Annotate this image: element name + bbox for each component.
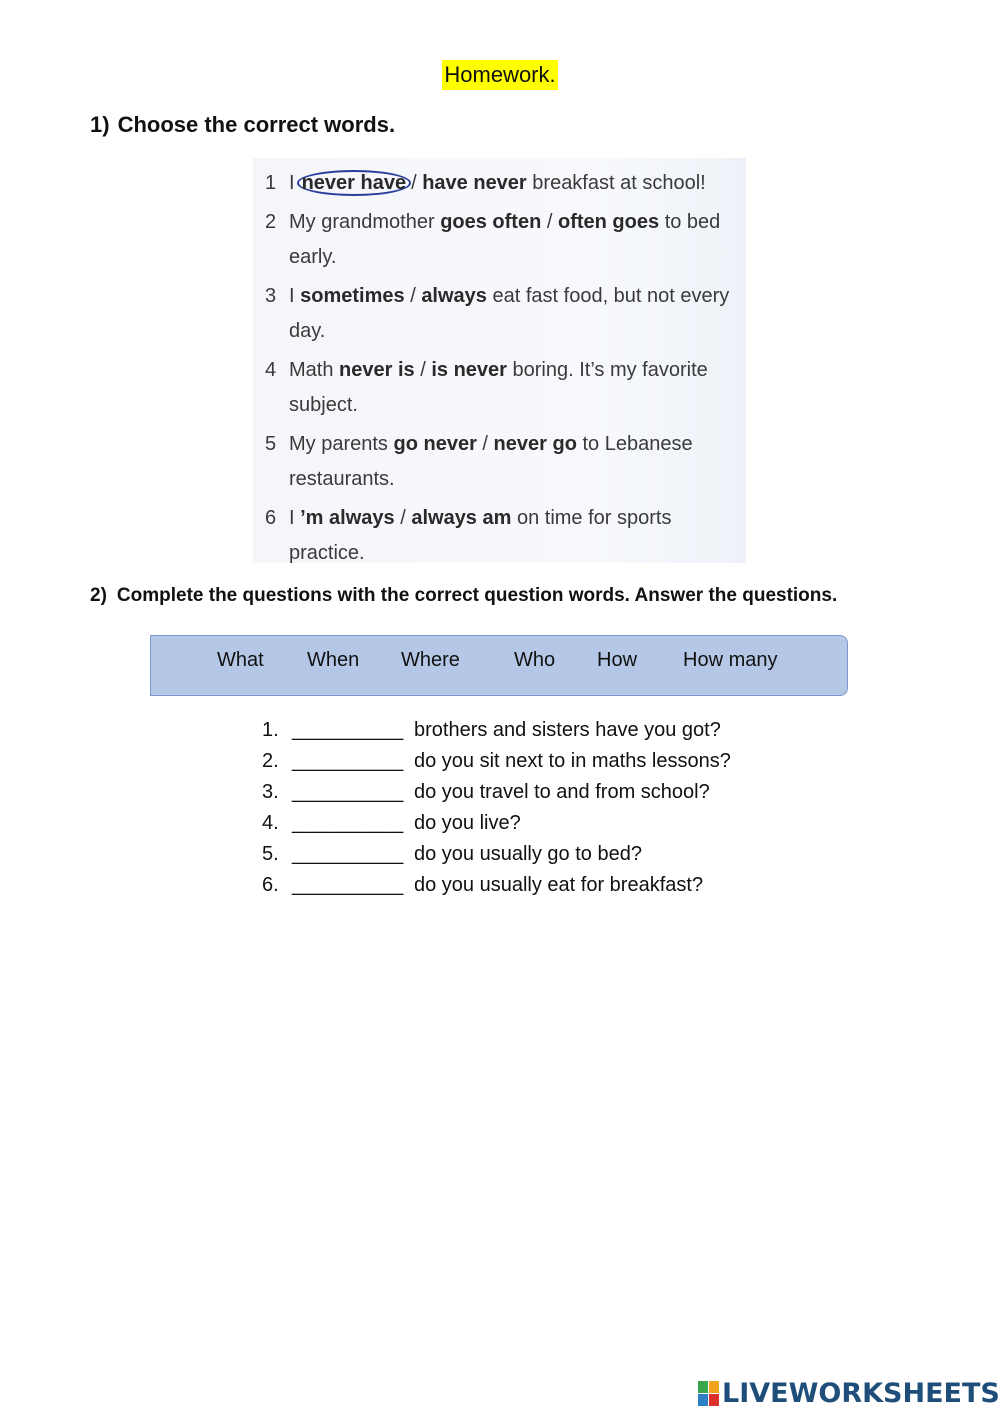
exercise-2-title: Complete the questions with the correct question words. Answer the questions. — [116, 585, 838, 606]
exercise-1-list — [253, 158, 746, 571]
option-1-circled[interactable]: never have — [297, 170, 412, 196]
question-number: 6. — [262, 874, 279, 896]
option-1[interactable]: never is — [339, 359, 415, 381]
exercise-1-item — [265, 279, 746, 349]
word-bank-item[interactable]: Who — [514, 649, 556, 671]
exercise-1-item — [265, 205, 746, 275]
answer-blank[interactable]: __________ — [292, 874, 404, 896]
question-text: do you usually eat for breakfast? — [414, 874, 704, 896]
item-number: 4 — [265, 359, 277, 381]
logo-text: LIVEWORKSHEETS — [722, 1378, 1000, 1409]
item-post: boring. It’s my favorite subject. — [289, 359, 708, 416]
question-number: 4. — [262, 812, 279, 834]
option-2[interactable]: never go — [493, 433, 577, 455]
question-row — [262, 747, 731, 778]
question-number: 2. — [262, 750, 279, 772]
exercise-2-number: 2) — [90, 585, 107, 606]
option-1[interactable]: go never — [393, 433, 477, 455]
item-sep: / — [410, 285, 416, 307]
answer-blank[interactable]: __________ — [292, 750, 404, 772]
item-sep: / — [482, 433, 488, 455]
item-text — [289, 353, 744, 423]
exercise-1-item — [265, 166, 746, 201]
liveworksheets-logo — [698, 1378, 1000, 1409]
question-number: 5. — [262, 843, 279, 865]
exercise-1-heading — [90, 112, 395, 138]
option-2[interactable]: always — [421, 285, 487, 307]
item-pre: My parents — [289, 433, 388, 455]
word-bank-item[interactable]: Where — [401, 649, 460, 671]
item-pre: My grandmother — [289, 211, 435, 233]
item-text — [289, 166, 744, 201]
exercise-1-box — [253, 158, 746, 563]
word-bank-item[interactable]: When — [307, 649, 360, 671]
answer-blank[interactable]: __________ — [292, 843, 404, 865]
item-number: 5 — [265, 433, 277, 455]
option-2[interactable]: often goes — [558, 211, 660, 233]
word-bank-item[interactable]: How — [597, 649, 638, 671]
item-post: to bed early. — [289, 211, 721, 268]
option-2[interactable]: is never — [431, 359, 507, 381]
question-row — [262, 778, 731, 809]
exercise-1-title: Choose the correct words. — [117, 112, 396, 137]
title-wrap — [0, 60, 1000, 90]
answer-blank[interactable]: __________ — [292, 719, 404, 741]
item-text — [289, 205, 744, 275]
word-bank — [150, 635, 848, 696]
option-2[interactable]: always am — [411, 507, 512, 529]
option-1[interactable]: ’m always — [300, 507, 395, 529]
option-2[interactable]: have never — [422, 172, 527, 194]
exercise-1-item — [265, 501, 746, 571]
logo-mark-icon — [698, 1381, 720, 1407]
item-pre: Math — [289, 359, 334, 381]
item-number: 6 — [265, 507, 277, 529]
question-text: do you live? — [414, 812, 521, 834]
item-number: 3 — [265, 285, 277, 307]
question-number: 3. — [262, 781, 279, 803]
question-row — [262, 871, 731, 902]
question-text: do you sit next to in maths lessons? — [414, 750, 731, 772]
answer-blank[interactable]: __________ — [292, 781, 404, 803]
question-text: brothers and sisters have you got? — [414, 719, 721, 741]
item-post: breakfast at school! — [532, 172, 706, 194]
option-1[interactable]: goes often — [440, 211, 542, 233]
item-post: on time for sports practice. — [289, 507, 672, 564]
answer-blank[interactable]: __________ — [292, 812, 404, 834]
item-number: 2 — [265, 211, 277, 233]
question-text: do you travel to and from school? — [414, 781, 710, 803]
question-number: 1. — [262, 719, 279, 741]
item-sep: / — [400, 507, 406, 529]
exercise-1-item — [265, 353, 746, 423]
question-text: do you usually go to bed? — [414, 843, 642, 865]
item-number: 1 — [265, 172, 277, 194]
exercise-1-item — [265, 427, 746, 497]
question-row — [262, 840, 731, 871]
item-text — [289, 427, 744, 497]
page-title: Homework. — [442, 60, 557, 90]
exercise-1-number: 1) — [90, 112, 110, 137]
item-text — [289, 279, 744, 349]
exercise-2-heading — [90, 585, 837, 607]
item-pre: I — [289, 285, 295, 307]
item-text — [289, 501, 744, 571]
item-post: eat fast food, but not every day. — [289, 285, 730, 342]
option-1[interactable]: sometimes — [300, 285, 405, 307]
item-pre: I — [289, 507, 295, 529]
word-bank-item[interactable]: How many — [683, 649, 778, 671]
item-post: to Lebanese restaurants. — [289, 433, 693, 490]
item-sep: / — [411, 172, 417, 194]
question-row — [262, 809, 731, 840]
item-sep: / — [420, 359, 426, 381]
word-bank-item[interactable]: What — [217, 649, 264, 671]
question-list — [262, 716, 731, 902]
question-row — [262, 716, 731, 747]
item-pre: I — [289, 172, 295, 194]
item-sep: / — [546, 211, 553, 233]
